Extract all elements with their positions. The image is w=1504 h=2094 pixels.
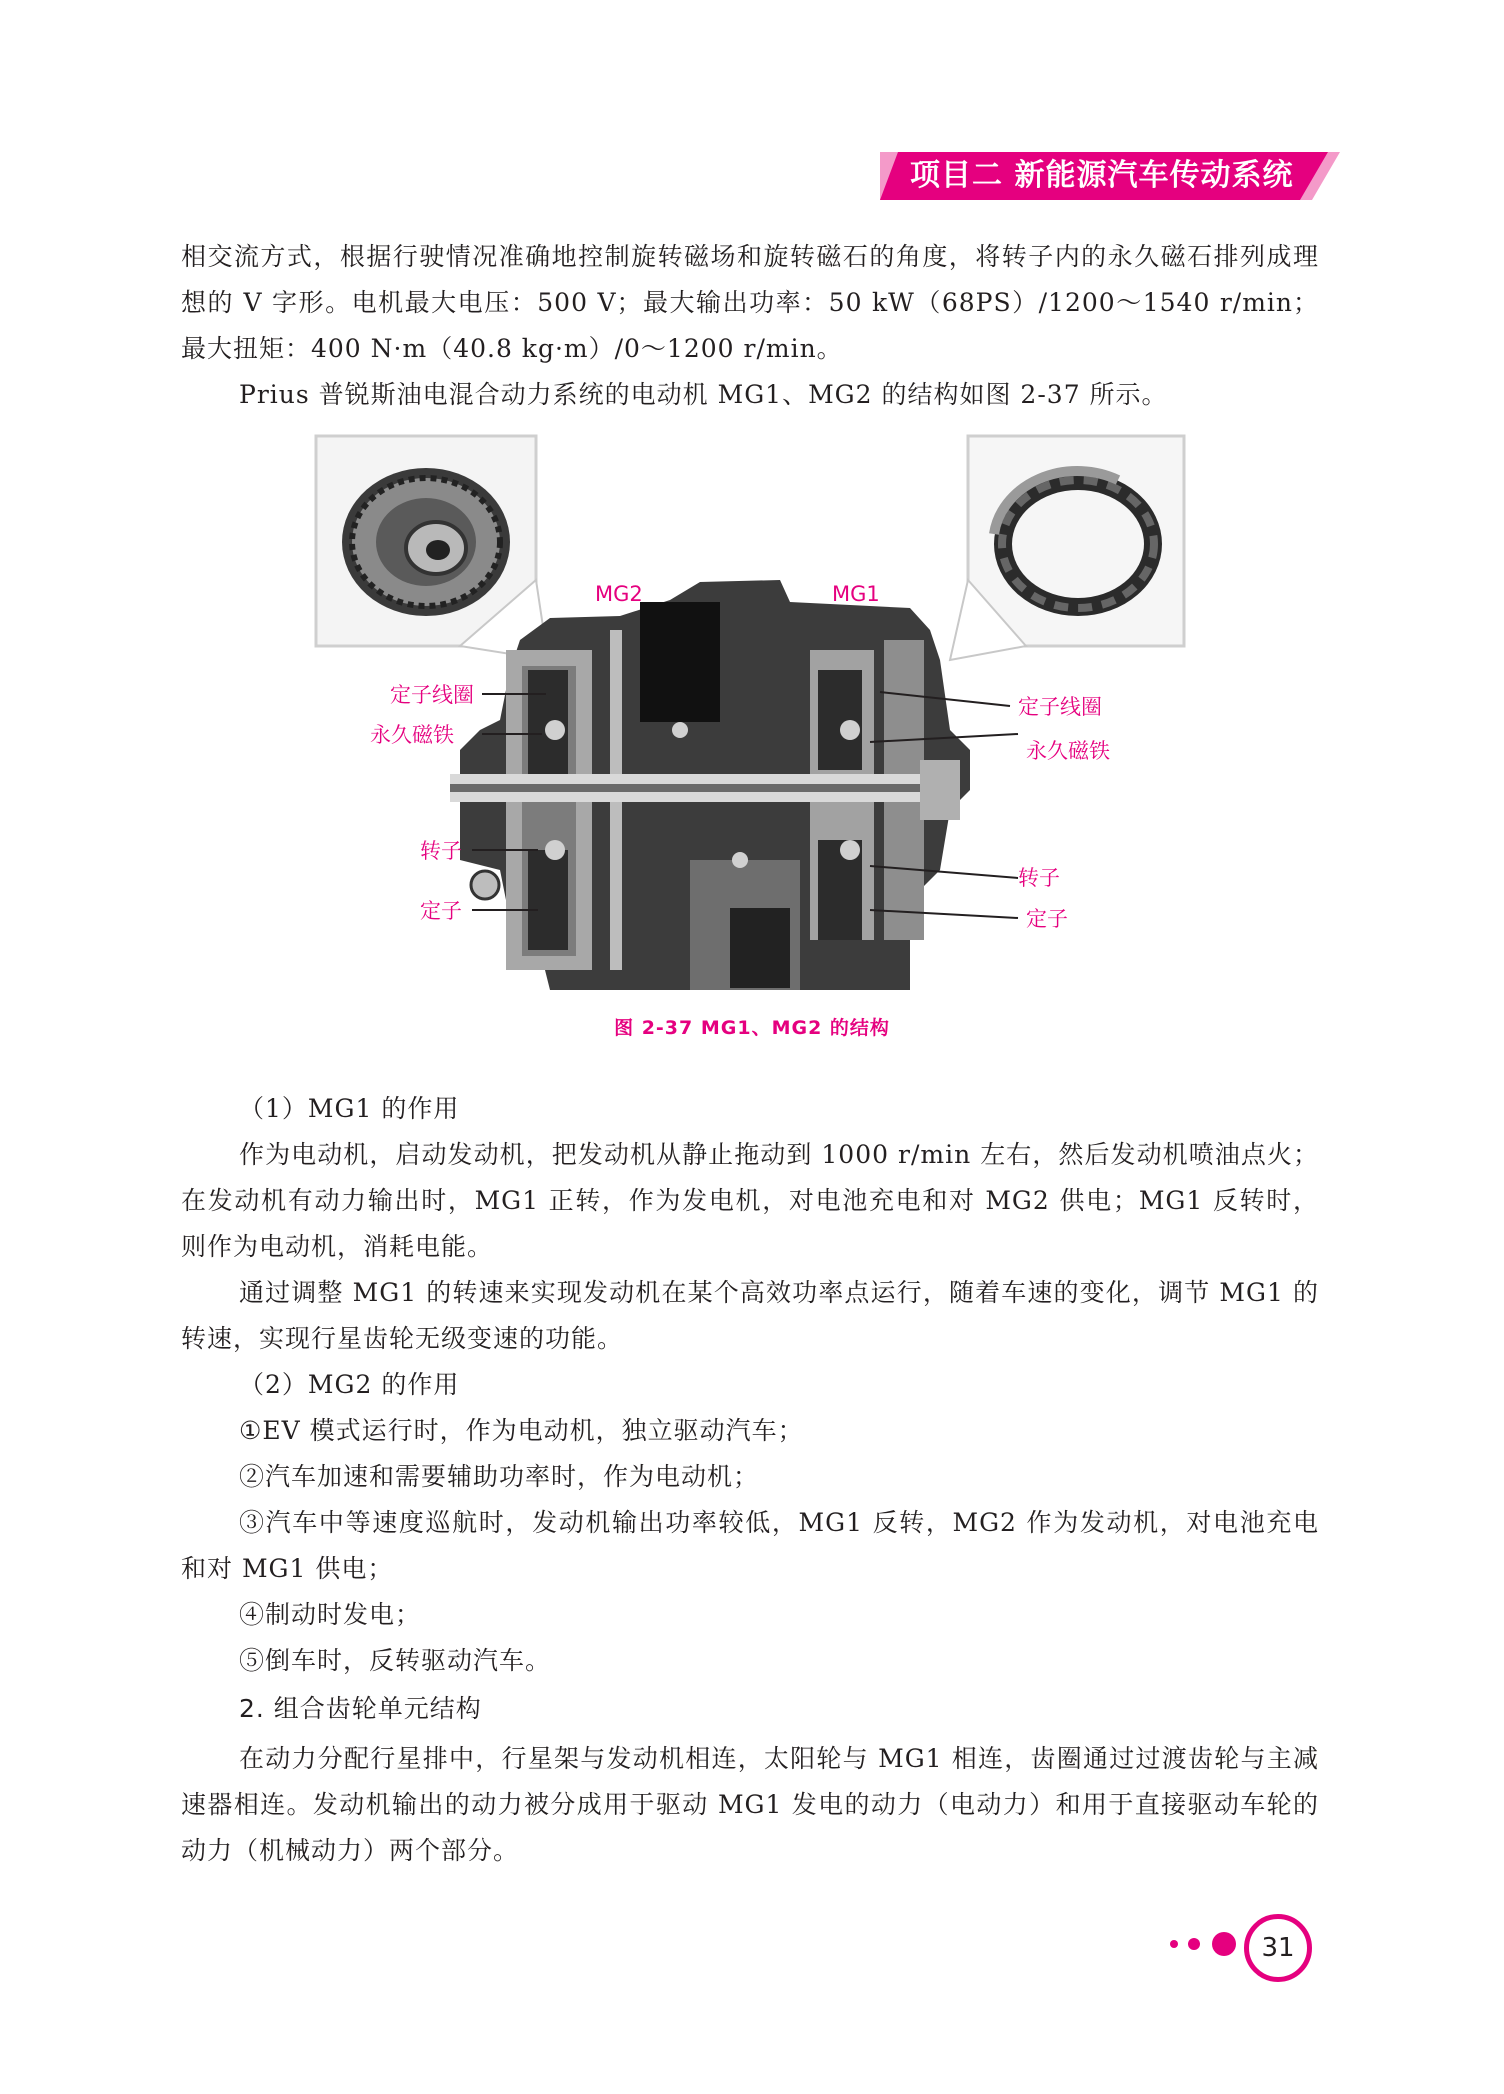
label-right-stator-coil: 定子线圈	[1018, 695, 1102, 719]
paragraph: 作为电动机，启动发动机，把发动机从静止拖动到 1000 r/min 左右，然后发动机喷油点火；在发动机有动力输出时，MG1 正转，作为发电机，对电池充电和对 MG2 供电；MG1 反转时，则作为电动机，消耗电能。	[181, 1140, 1319, 1261]
decorative-dot	[1170, 1940, 1178, 1948]
list-item: ⑤倒车时，反转驱动汽车。	[239, 1646, 552, 1675]
label-left-stator: 定子	[420, 899, 462, 923]
paragraph: 在动力分配行星排中，行星架与发动机相连，太阳轮与 MG1 相连，齿圈通过过渡齿轮与主减速器相连。发动机输出的动力被分成用于驱动 MG1 发电的动力（电动力）和用于直接驱动车轮的动力（机械动力）两个部分。	[181, 1744, 1319, 1865]
decorative-dot	[1188, 1938, 1200, 1950]
figure-caption: 图 2-37 MG1、MG2 的结构	[614, 1017, 890, 1039]
decorative-dot	[1212, 1932, 1236, 1956]
figure-mg1-mg2-structure	[310, 430, 1190, 1000]
label-right-rotor: 转子	[1018, 866, 1060, 890]
body-text-top	[181, 234, 1319, 418]
subheading-mg1-role: （1）MG1 的作用	[239, 1094, 460, 1123]
cross-section-drawing	[450, 580, 970, 990]
list-item: ④制动时发电；	[239, 1600, 422, 1629]
paragraph: 通过调整 MG1 的转速来实现发动机在某个高效功率点运行，随着车速的变化，调节 MG1 的转速，实现行星齿轮无级变速的功能。	[181, 1278, 1319, 1353]
page-number: 31	[1244, 1914, 1312, 1982]
body-text-bottom	[181, 1086, 1319, 1874]
label-mg1: MG1	[832, 582, 880, 606]
section-heading: 2. 组合齿轮单元结构	[239, 1694, 482, 1723]
section-header-banner	[880, 152, 1348, 200]
list-item: ①EV 模式运行时，作为电动机，独立驱动汽车；	[239, 1416, 804, 1445]
paragraph: Prius 普锐斯油电混合动力系统的电动机 MG1、MG2 的结构如图 2-37 所示。	[239, 380, 1168, 409]
subheading-mg2-role: （2）MG2 的作用	[239, 1370, 460, 1399]
label-mg2: MG2	[595, 582, 643, 606]
list-item: ③汽车中等速度巡航时，发动机输出功率较低，MG1 反转，MG2 作为发动机，对电池充电和对 MG1 供电；	[181, 1508, 1319, 1583]
label-right-permanent-magnet: 永久磁铁	[1026, 739, 1110, 763]
list-item: ②汽车加速和需要辅助功率时，作为电动机；	[239, 1462, 760, 1491]
section-header-title: 项目二 新能源汽车传动系统	[910, 158, 1294, 193]
page-number-badge	[1170, 1914, 1320, 1980]
label-left-permanent-magnet: 永久磁铁	[370, 723, 454, 747]
label-right-stator: 定子	[1026, 907, 1068, 931]
label-left-rotor: 转子	[420, 839, 462, 863]
paragraph: 相交流方式，根据行驶情况准确地控制旋转磁场和旋转磁石的角度，将转子内的永久磁石排列成理想的 V 字形。电机最大电压：500 V；最大输出功率：50 kW（68PS）/1200～1540 r/min；最大扭矩：400 N·m（40.8 kg·m）/0～1200 r/min。	[181, 242, 1319, 363]
label-left-stator-coil: 定子线圈	[390, 683, 474, 707]
